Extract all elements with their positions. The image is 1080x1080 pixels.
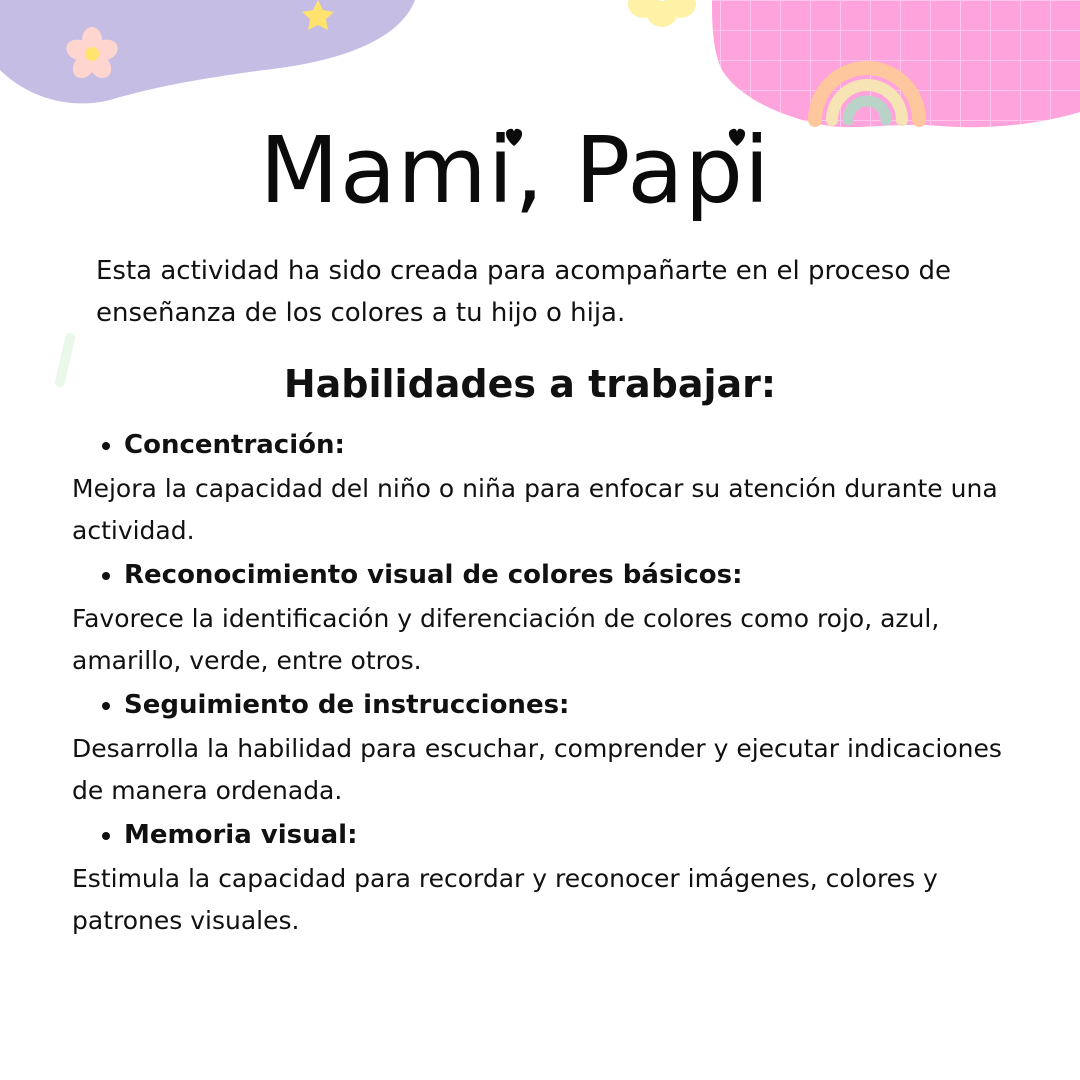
skill-name: Concentración: — [72, 422, 1032, 468]
skills-heading: Habilidades a trabajar: — [283, 362, 777, 406]
skill-description: Favorece la identificación y diferenciación de colores como rojo, azul, amarillo, verde, entre otros. — [72, 604, 940, 675]
skill-description: Mejora la capacidad del niño o niña para enfocar su atención durante una actividad. — [72, 474, 998, 545]
lavender-blob — [0, 0, 415, 103]
skill-name: Memoria visual: — [72, 812, 1032, 858]
skill-description: Estimula la capacidad para recordar y reconocer imágenes, colores y patrones visuales. — [72, 864, 938, 935]
page-title: Mami, Papi — [259, 117, 771, 224]
skill-item-visual-memory — [72, 812, 1032, 942]
skill-name: Reconocimiento visual de colores básicos: — [72, 552, 1032, 598]
skill-description: Desarrolla la habilidad para escuchar, comprender y ejecutar indicaciones de manera ordenada. — [72, 734, 1002, 805]
flower-icon — [628, 0, 696, 27]
skill-item-color-recognition — [72, 552, 1032, 682]
skills-list — [72, 422, 1032, 942]
intro-text: Esta actividad ha sido creada para acompañarte en el proceso de enseñanza de los colores a tu hijo o hija. — [96, 256, 952, 328]
skill-name: Seguimiento de instrucciones: — [72, 682, 1032, 728]
skill-item-concentration — [72, 422, 1032, 552]
skill-item-instructions — [72, 682, 1032, 812]
